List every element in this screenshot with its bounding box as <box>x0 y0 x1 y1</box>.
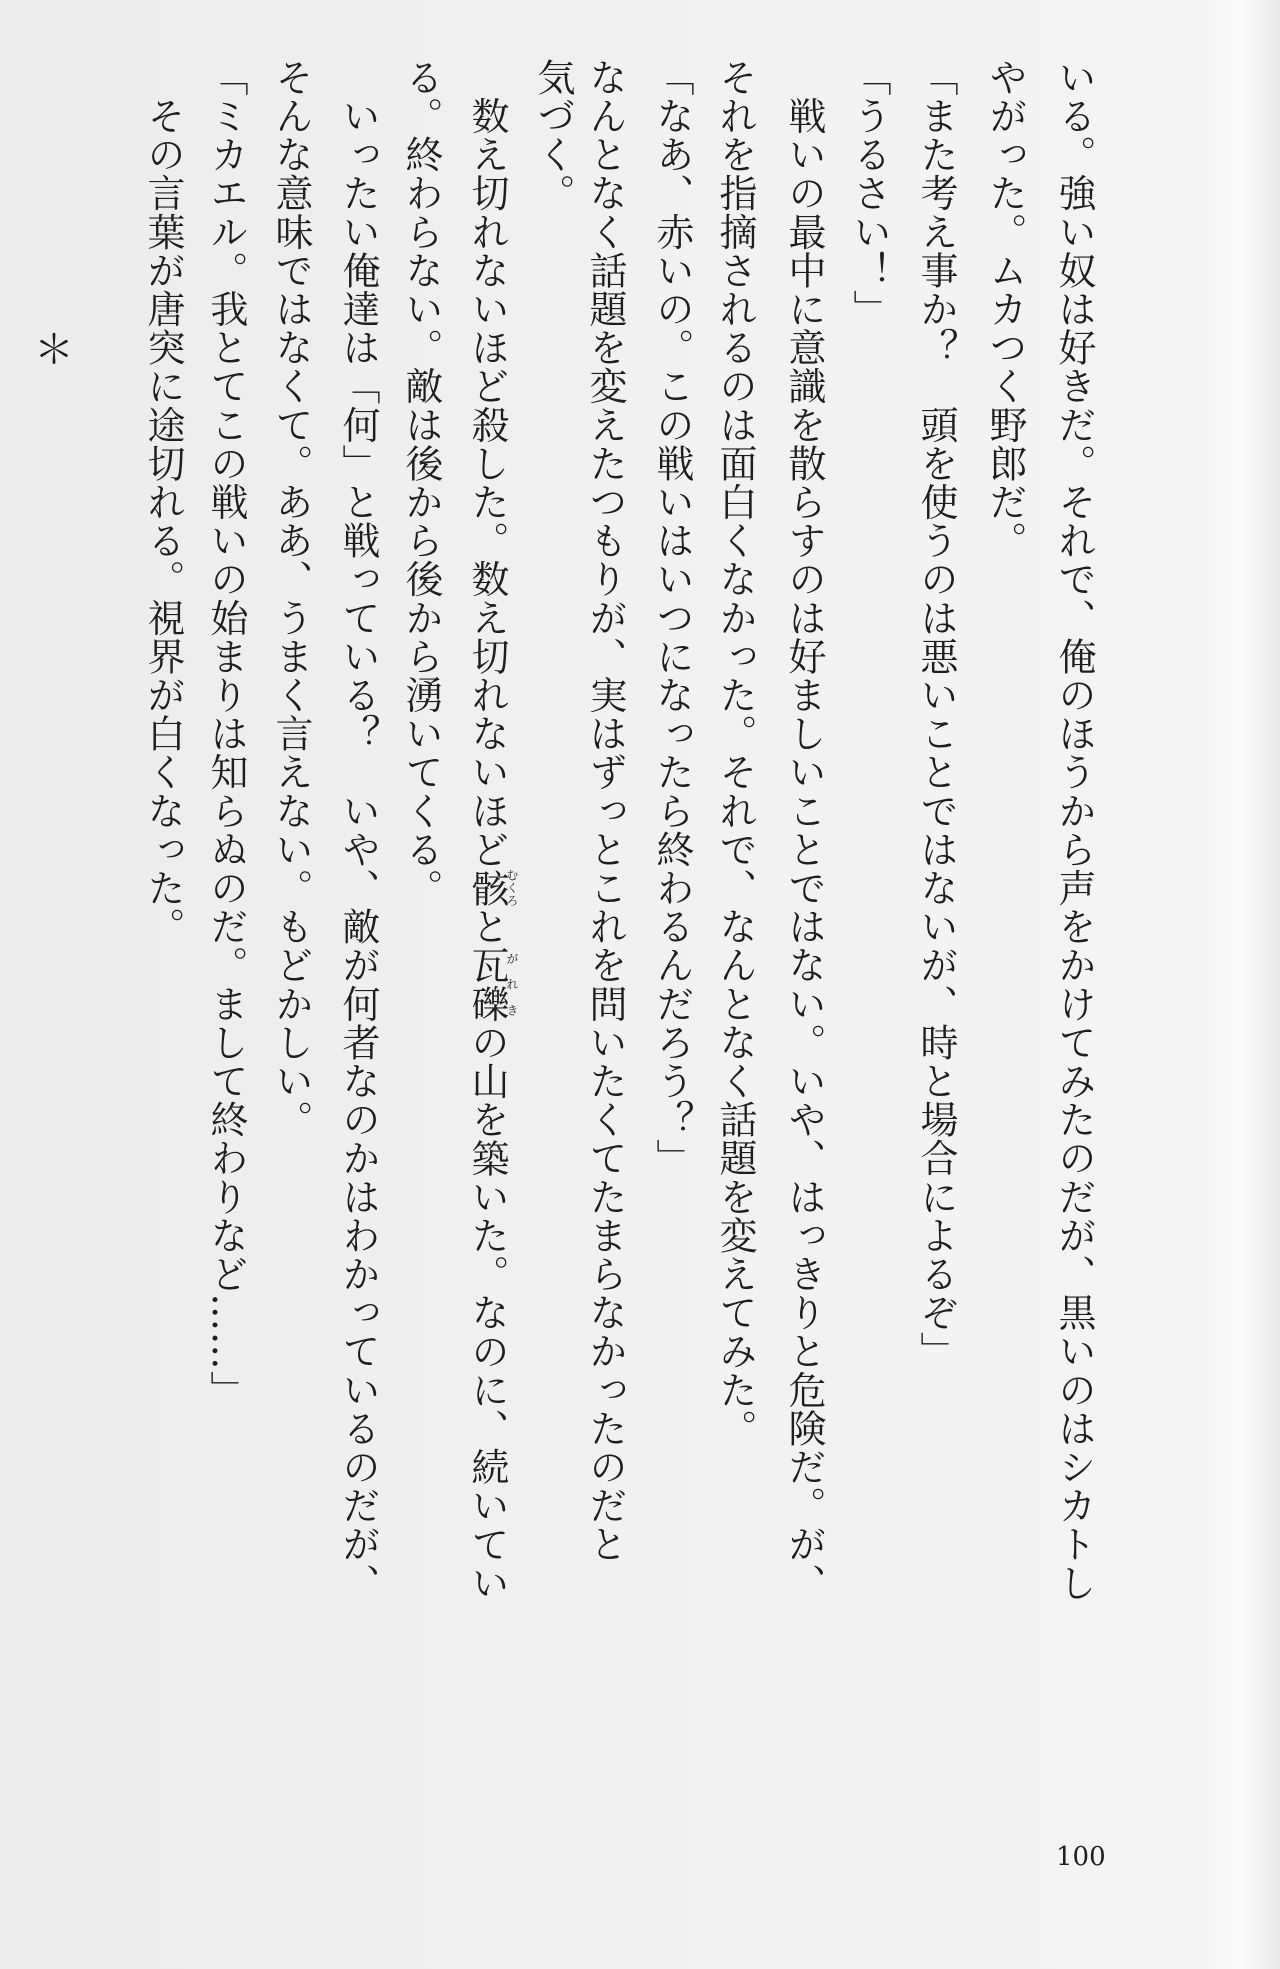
text-column-9: 気づく。 <box>531 58 575 213</box>
text-segment: 数え切れないほど殺した。数え切れないほど <box>465 58 509 869</box>
ruby-base: 瓦礫 <box>465 945 509 1024</box>
page-number: 100 <box>1056 1842 1106 1872</box>
text-column-13: そんな意味ではなくて。ああ、うまく言えない。もどかしい。 <box>269 58 313 1139</box>
text-segment: と <box>465 907 509 946</box>
ruby-reading: むくろ <box>505 868 519 908</box>
text-column-1: いる。強い奴は好きだ。それで、俺のほうから声をかけてみたのだが、黒いのはシカトし <box>1052 58 1096 1602</box>
text-column-8: なんとなく話題を変えたつもりが、実はずっとこれを問いたくてたまらなかったのだと <box>583 58 627 1564</box>
text-column-3: 「また考え事か？ 頭を使うのは悪いことではないが、時と場合によるぞ」 <box>914 58 958 1371</box>
text-column-12: いったい俺達は「何」と戦っている？ いや、敵が何者なのかはわかっているのだが、 <box>336 58 380 1602</box>
ruby-base: 骸 <box>465 868 509 908</box>
text-column-15: その言葉が唐突に途切れる。視界が白くなった。 <box>141 58 185 946</box>
text-column-11: る。終わらない。敵は後から後から湧いてくる。 <box>399 58 443 908</box>
text-column-2: やがった。ムカつく野郎だ。 <box>983 58 1027 560</box>
text-column-5: 戦いの最中に意識を散らすのは好ましいことではない。いや、はっきりと危険だ。が、 <box>782 58 826 1602</box>
text-column-10 <box>465 58 519 1603</box>
ruby-reading: がれき <box>505 945 519 1024</box>
text-column-7: 「なあ、赤いの。この戦いはいつになったら終わるんだろう？」 <box>650 58 694 1178</box>
asterisk-scene-break: ＊ <box>34 327 74 373</box>
text-column-6: それを指摘されるのは面白くなかった。それで、なんとなく話題を変えてみた。 <box>713 58 757 1448</box>
ruby-mukuro <box>465 868 519 908</box>
text-column-14: 「ミカエル。我とてこの戦いの始まりは知らぬのだ。まして終わりなど……」 <box>204 58 248 1409</box>
text-column-4: 「うるさい！」 <box>847 58 891 329</box>
text-segment: の山を築いた。なのに、続いてい <box>465 1023 509 1603</box>
ruby-gareki <box>465 945 519 1024</box>
